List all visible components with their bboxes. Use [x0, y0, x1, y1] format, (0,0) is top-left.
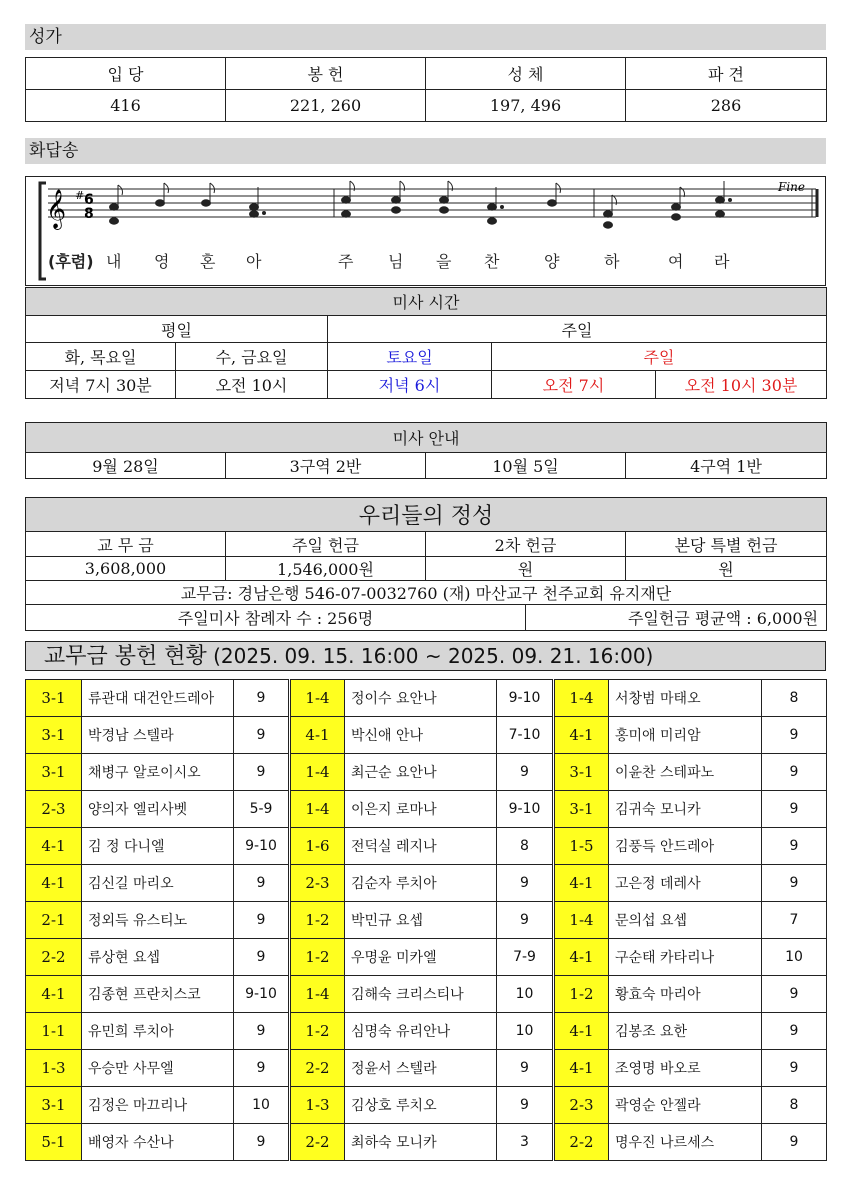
month-cell: 9	[234, 939, 290, 976]
zone-cell: 4-1	[290, 717, 345, 754]
zone-cell: 4-1	[26, 976, 82, 1013]
table-row	[26, 828, 827, 865]
month-cell: 9	[762, 717, 827, 754]
name-cell: 정윤서 스텔라	[345, 1050, 497, 1087]
name-cell: 김정은 마끄리나	[82, 1087, 234, 1124]
table-row	[26, 1013, 827, 1050]
lyric: 님	[388, 252, 404, 271]
offering-title: 우리들의 정성	[26, 498, 827, 532]
month-cell: 9	[762, 791, 827, 828]
month-cell: 9	[497, 865, 554, 902]
hymn-header-entrance: 입 당	[26, 58, 226, 90]
lyric: 내	[106, 252, 122, 271]
month-cell: 9	[762, 1124, 827, 1161]
offering-value-sunday: 1,546,000원	[226, 557, 426, 581]
zone-cell: 3-1	[26, 1087, 82, 1124]
zone-cell: 3-1	[554, 754, 609, 791]
zone-cell: 3-1	[554, 791, 609, 828]
guide-group-2: 4구역 1반	[626, 453, 827, 479]
lyric: 주	[338, 252, 354, 271]
svg-text:#: #	[75, 189, 85, 202]
month-cell: 9	[497, 1087, 554, 1124]
bank-account: 교무금: 경남은행 546-07-0032760 (재) 마산교구 천주교회 유지재단	[26, 581, 827, 605]
table-row	[26, 865, 827, 902]
month-cell: 9	[762, 828, 827, 865]
hymn-value-communion: 197, 496	[426, 90, 626, 122]
name-cell: 홍미애 미리암	[609, 717, 762, 754]
name-cell: 우명윤 미카엘	[345, 939, 497, 976]
month-cell: 9-10	[497, 680, 554, 717]
month-cell: 9	[234, 1013, 290, 1050]
offering-value-special: 원	[626, 557, 827, 581]
time-sunday-late: 오전 10시 30분	[656, 371, 827, 399]
offering-header-sunday: 주일 헌금	[226, 532, 426, 557]
month-cell: 9	[234, 754, 290, 791]
offering-value-second: 원	[426, 557, 626, 581]
month-cell: 9	[497, 754, 554, 791]
zone-cell: 1-4	[290, 791, 345, 828]
zone-cell: 4-1	[554, 1013, 609, 1050]
zone-cell: 1-4	[554, 680, 609, 717]
month-cell: 9	[234, 717, 290, 754]
psalm-music-sheet	[25, 176, 826, 286]
zone-cell: 1-3	[290, 1087, 345, 1124]
month-cell: 9	[234, 680, 290, 717]
hymn-header-communion: 성 체	[426, 58, 626, 90]
month-cell: 9-10	[497, 791, 554, 828]
name-cell: 김종현 프란치스코	[82, 976, 234, 1013]
zone-cell: 2-1	[26, 902, 82, 939]
mass-time-table	[25, 287, 827, 399]
lyric: 을	[436, 252, 452, 271]
lyric: 혼	[200, 252, 216, 271]
zone-cell: 2-2	[554, 1124, 609, 1161]
time-sunday-early: 오전 7시	[492, 371, 656, 399]
month-cell: 9-10	[234, 976, 290, 1013]
hymn-value-offertory: 221, 260	[226, 90, 426, 122]
offering-value-parish: 3,608,000	[26, 557, 226, 581]
month-cell: 9	[497, 1050, 554, 1087]
hymn-header-dismissal: 파 견	[626, 58, 827, 90]
month-cell: 9	[234, 1124, 290, 1161]
day-wed-fri: 수, 금요일	[176, 343, 328, 371]
name-cell: 최근순 요안나	[345, 754, 497, 791]
zone-cell: 4-1	[26, 865, 82, 902]
zone-cell: 1-4	[290, 754, 345, 791]
status-title-text: 교무금 봉헌 현황	[44, 644, 207, 669]
table-row	[26, 717, 827, 754]
name-cell: 이은지 로마나	[345, 791, 497, 828]
zone-cell: 4-1	[26, 828, 82, 865]
name-cell: 명우진 나르세스	[609, 1124, 762, 1161]
month-cell: 9	[234, 902, 290, 939]
month-cell: 10	[497, 1013, 554, 1050]
zone-cell: 1-3	[26, 1050, 82, 1087]
name-cell: 조영명 바오로	[609, 1050, 762, 1087]
zone-cell: 2-3	[554, 1087, 609, 1124]
offering-header-special: 본당 특별 헌금	[626, 532, 827, 557]
name-cell: 박신애 안나	[345, 717, 497, 754]
table-row	[26, 902, 827, 939]
zone-cell: 2-2	[26, 939, 82, 976]
table-row	[26, 754, 827, 791]
table-row	[26, 976, 827, 1013]
name-cell: 서창범 마태오	[609, 680, 762, 717]
donation-status-table	[25, 679, 827, 1161]
hymn-value-dismissal: 286	[626, 90, 827, 122]
month-cell: 9	[234, 865, 290, 902]
guide-group-1: 3구역 2반	[226, 453, 426, 479]
zone-cell: 2-2	[290, 1124, 345, 1161]
month-cell: 7	[762, 902, 827, 939]
month-cell: 10	[762, 939, 827, 976]
guide-date-1: 9월 28일	[26, 453, 226, 479]
name-cell: 박민규 요셉	[345, 902, 497, 939]
name-cell: 김순자 루치아	[345, 865, 497, 902]
name-cell: 유민희 루치아	[82, 1013, 234, 1050]
time-saturday: 저녁 6시	[328, 371, 492, 399]
name-cell: 김봉조 요한	[609, 1013, 762, 1050]
month-cell: 8	[762, 1087, 827, 1124]
name-cell: 최하숙 모니카	[345, 1124, 497, 1161]
name-cell: 김해숙 크리스티나	[345, 976, 497, 1013]
zone-cell: 3-1	[26, 680, 82, 717]
zone-cell: 4-1	[554, 939, 609, 976]
zone-cell: 1-4	[554, 902, 609, 939]
zone-cell: 2-3	[290, 865, 345, 902]
zone-cell: 3-1	[26, 717, 82, 754]
zone-cell: 1-2	[290, 902, 345, 939]
zone-cell: 4-1	[554, 717, 609, 754]
hymn-header-offertory: 봉 헌	[226, 58, 426, 90]
name-cell: 김상호 루치오	[345, 1087, 497, 1124]
name-cell: 배영자 수산나	[82, 1124, 234, 1161]
month-cell: 9	[497, 902, 554, 939]
status-title	[25, 641, 826, 671]
mass-guide-title: 미사 안내	[26, 423, 827, 453]
month-cell: 9	[762, 754, 827, 791]
sunday-label: 주일	[328, 316, 827, 343]
zone-cell: 2-2	[290, 1050, 345, 1087]
name-cell: 김 정 다니엘	[82, 828, 234, 865]
month-cell: 7-9	[497, 939, 554, 976]
month-cell: 7-10	[497, 717, 554, 754]
zone-cell: 1-5	[554, 828, 609, 865]
day-saturday: 토요일	[328, 343, 492, 371]
zone-cell: 1-1	[26, 1013, 82, 1050]
name-cell: 이윤찬 스테파노	[609, 754, 762, 791]
lyric: 여	[668, 252, 684, 271]
month-cell: 8	[762, 680, 827, 717]
zone-cell: 1-2	[554, 976, 609, 1013]
lyric: 하	[604, 252, 620, 271]
table-row	[26, 1124, 827, 1161]
month-cell: 10	[497, 976, 554, 1013]
name-cell: 우승만 사무엘	[82, 1050, 234, 1087]
offering-average: 주일헌금 평균액 : 6,000원	[526, 605, 827, 631]
month-cell: 9	[762, 865, 827, 902]
treble-clef-icon: 𝄞	[46, 189, 67, 229]
time-wed-fri: 오전 10시	[176, 371, 328, 399]
name-cell: 구순태 카타리나	[609, 939, 762, 976]
offering-table	[25, 497, 827, 631]
psalm-section-title: 화답송	[25, 138, 826, 164]
table-row	[26, 680, 827, 717]
name-cell: 전덕실 레지나	[345, 828, 497, 865]
zone-cell: 2-3	[26, 791, 82, 828]
month-cell: 9	[762, 1050, 827, 1087]
name-cell: 류상현 요셉	[82, 939, 234, 976]
month-cell: 5-9	[234, 791, 290, 828]
name-cell: 김신길 마리오	[82, 865, 234, 902]
hymn-value-entrance: 416	[26, 90, 226, 122]
weekday-label: 평일	[26, 316, 328, 343]
month-cell: 10	[234, 1087, 290, 1124]
hymn-table	[25, 57, 827, 122]
time-signature-top: 6	[84, 192, 94, 208]
zone-cell: 4-1	[554, 1050, 609, 1087]
month-cell: 8	[497, 828, 554, 865]
lyric: 찬	[484, 252, 500, 271]
refrain-label: (후렴)	[48, 252, 94, 271]
name-cell: 양의자 엘리사벳	[82, 791, 234, 828]
table-row	[26, 1050, 827, 1087]
offering-header-second: 2차 헌금	[426, 532, 626, 557]
table-row	[26, 791, 827, 828]
music-staff	[26, 177, 827, 287]
name-cell: 심명숙 유리안나	[345, 1013, 497, 1050]
offering-header-parish: 교 무 금	[26, 532, 226, 557]
fine-marking: Fine	[778, 180, 805, 194]
month-cell: 9	[762, 1013, 827, 1050]
zone-cell: 1-2	[290, 1013, 345, 1050]
zone-cell: 1-4	[290, 680, 345, 717]
name-cell: 고은정 데레사	[609, 865, 762, 902]
month-cell: 3	[497, 1124, 554, 1161]
name-cell: 류관대 대건안드레아	[82, 680, 234, 717]
zone-cell: 1-2	[290, 939, 345, 976]
name-cell: 정외득 유스티노	[82, 902, 234, 939]
mass-time-title: 미사 시간	[26, 288, 827, 316]
table-row	[26, 1087, 827, 1124]
name-cell: 채병구 알로이시오	[82, 754, 234, 791]
day-tue-thu: 화, 목요일	[26, 343, 176, 371]
name-cell: 황효숙 마리아	[609, 976, 762, 1013]
time-tue-thu: 저녁 7시 30분	[26, 371, 176, 399]
name-cell: 김풍득 안드레아	[609, 828, 762, 865]
status-period: (2025. 09. 15. 16:00 ~ 2025. 09. 21. 16:00)	[213, 644, 654, 668]
zone-cell: 4-1	[554, 865, 609, 902]
day-sunday: 주일	[492, 343, 827, 371]
table-row	[26, 939, 827, 976]
name-cell: 문의섭 요셉	[609, 902, 762, 939]
guide-date-2: 10월 5일	[426, 453, 626, 479]
month-cell: 9	[762, 976, 827, 1013]
zone-cell: 1-6	[290, 828, 345, 865]
month-cell: 9-10	[234, 828, 290, 865]
name-cell: 박경남 스텔라	[82, 717, 234, 754]
name-cell: 정이수 요안나	[345, 680, 497, 717]
lyric: 양	[544, 252, 560, 271]
name-cell: 김귀숙 모니카	[609, 791, 762, 828]
month-cell: 9	[234, 1050, 290, 1087]
zone-cell: 3-1	[26, 754, 82, 791]
mass-guide-table	[25, 422, 827, 479]
zone-cell: 5-1	[26, 1124, 82, 1161]
time-signature-bottom: 8	[84, 206, 94, 222]
lyric: 아	[246, 252, 262, 271]
name-cell: 곽영순 안젤라	[609, 1087, 762, 1124]
zone-cell: 1-4	[290, 976, 345, 1013]
lyric: 라	[714, 252, 730, 271]
lyric: 영	[154, 252, 170, 271]
hymn-section-title: 성가	[25, 24, 826, 50]
attendance-count: 주일미사 참례자 수 : 256명	[26, 605, 526, 631]
